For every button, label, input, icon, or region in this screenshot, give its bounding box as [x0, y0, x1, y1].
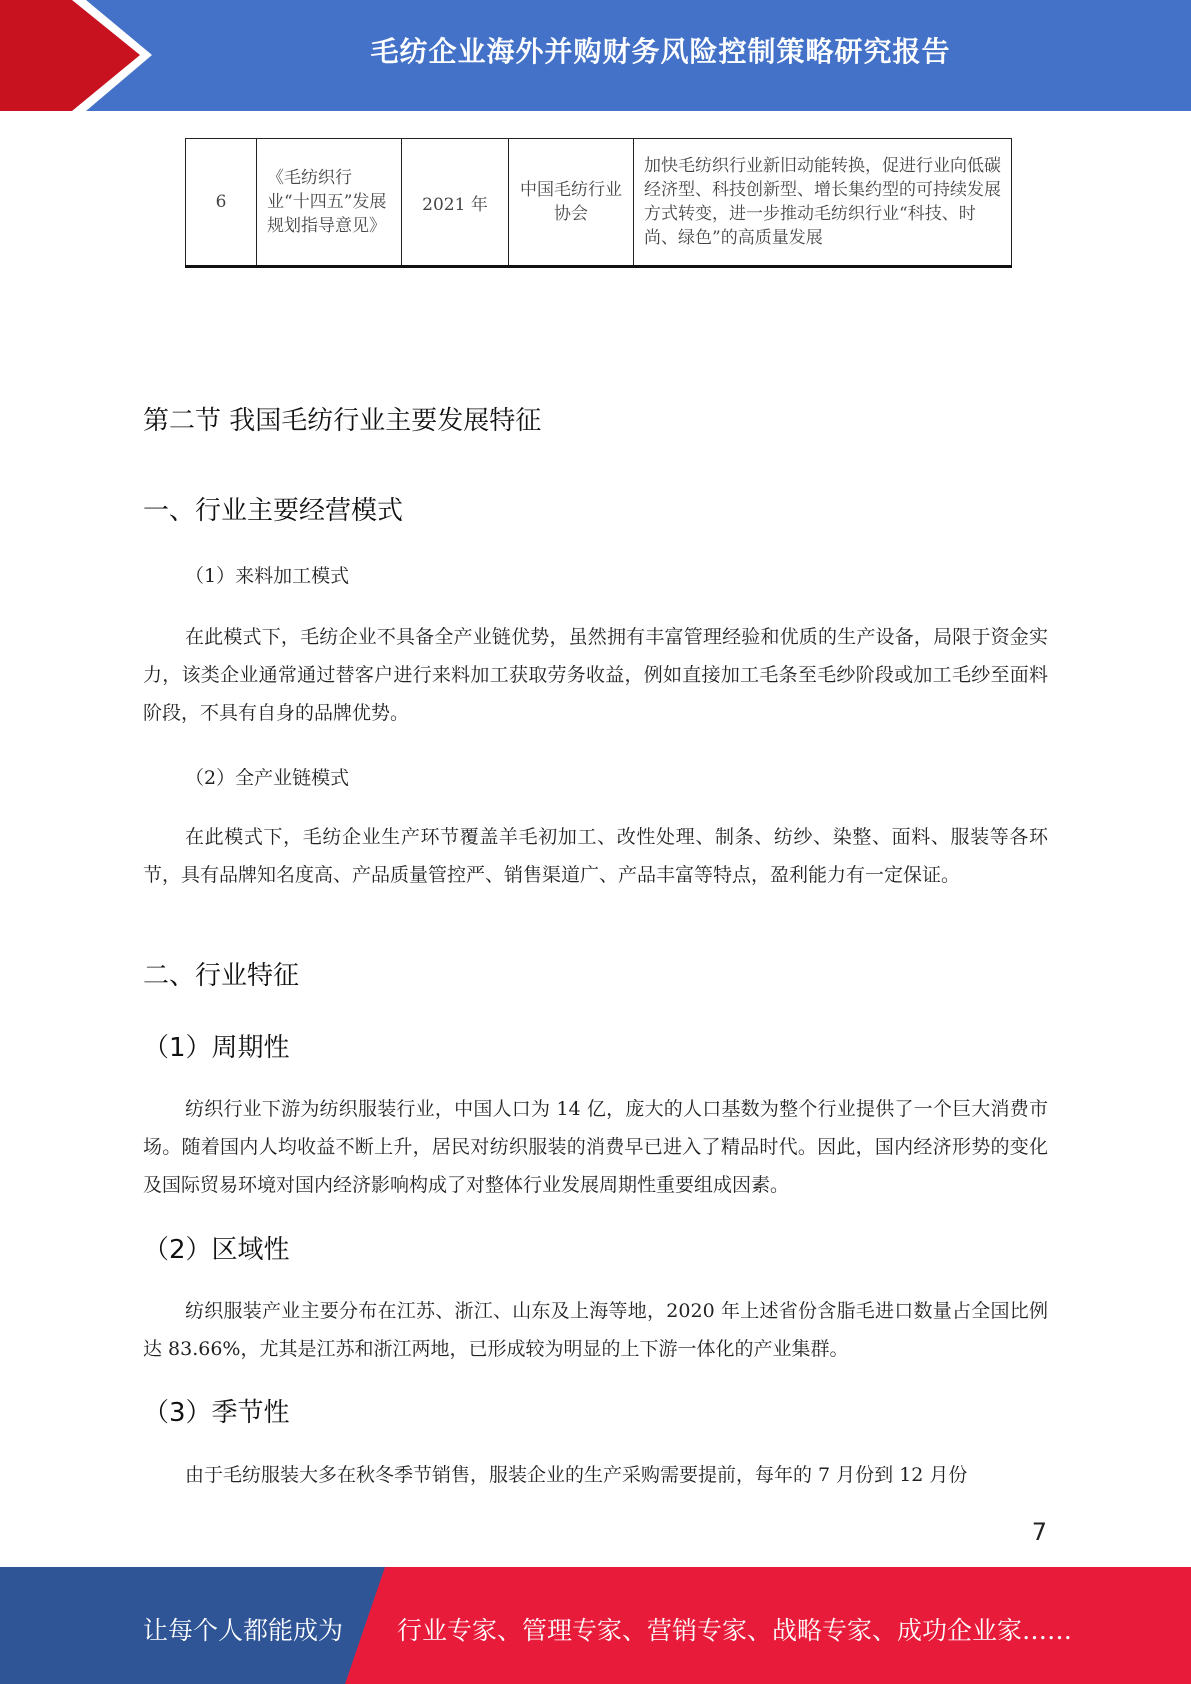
seasonality-paragraph: 由于毛纺服装大多在秋冬季节销售，服装企业的生产采购需要提前，每年的 7 月份到 12 月份 — [185, 1464, 968, 1486]
policy-content: 加快毛纺织行业新旧动能转换，促进行业向低碳经济型、科技创新型、增长集约型的可持续发展方式转变，进一步推动毛纺织行业“科技、时尚、绿色”的高质量发展 — [634, 139, 1012, 267]
heading-seasonality: （3）季节性 — [143, 1398, 290, 1428]
policy-name: 《毛纺织行业“十四五”发展规划指导意见》 — [257, 139, 402, 267]
report-title: 毛纺企业海外并购财务风险控制策略研究报告 — [370, 35, 951, 68]
footer-banner — [0, 1567, 1191, 1684]
heading-cyclicality: （1）周期性 — [143, 1033, 290, 1063]
row-number: 6 — [186, 139, 257, 267]
policy-table — [185, 138, 1012, 268]
section-title: 第二节 我国毛纺行业主要发展特征 — [143, 406, 542, 436]
policy-year: 2021 年 — [402, 139, 509, 267]
mode2-label: （2）全产业链模式 — [185, 767, 350, 789]
header-banner — [0, 0, 1191, 111]
mode1-label: （1）来料加工模式 — [185, 565, 350, 587]
header-red-arrow-decoration — [0, 0, 160, 111]
heading-regionality: （2）区域性 — [143, 1235, 290, 1265]
footer-slogan-left: 让每个人都能成为 — [143, 1616, 344, 1645]
heading-industry-features: 二、行业特征 — [143, 961, 300, 991]
mode2-paragraph: 在此模式下，毛纺企业生产环节覆盖羊毛初加工、改性处理、制条、纺纱、染整、面料、服装等各环节，具有品牌知名度高、产品质量管控严、销售渠道广、产品丰富等特点，盈利能力有一定保证。 — [143, 826, 1048, 886]
regionality-paragraph: 纺织服装产业主要分布在江苏、浙江、山东及上海等地，2020 年上述省份含脂毛进口数量占全国比例达 83.66%，尤其是江苏和浙江两地，已形成较为明显的上下游一体化的产业集群。 — [143, 1300, 1048, 1360]
page-number: 7 — [1031, 1518, 1047, 1546]
cyclicality-paragraph: 纺织行业下游为纺织服装行业，中国人口为 14 亿，庞大的人口基数为整个行业提供了一个巨大消费市场。随着国内人均收益不断上升，居民对纺织服装的消费早已进入了精品时代。因此，国内经济形势的变化及国际贸易环境对国内经济影响构成了对整体行业发展周期性重要组成因素。 — [143, 1098, 1048, 1196]
mode1-paragraph: 在此模式下，毛纺企业不具备全产业链优势，虽然拥有丰富管理经验和优质的生产设备，局限于资金实力，该类企业通常通过替客户进行来料加工获取劳务收益，例如直接加工毛条至毛纱阶段或加工毛纱至面料阶段，不具有自身的品牌优势。 — [143, 626, 1048, 724]
issuing-organization: 中国毛纺行业协会 — [509, 139, 634, 267]
table-row — [186, 139, 1012, 267]
footer-slogan-right: 行业专家、管理专家、营销专家、战略专家、成功企业家…… — [397, 1616, 1073, 1645]
heading-operating-modes: 一、行业主要经营模式 — [143, 496, 404, 526]
